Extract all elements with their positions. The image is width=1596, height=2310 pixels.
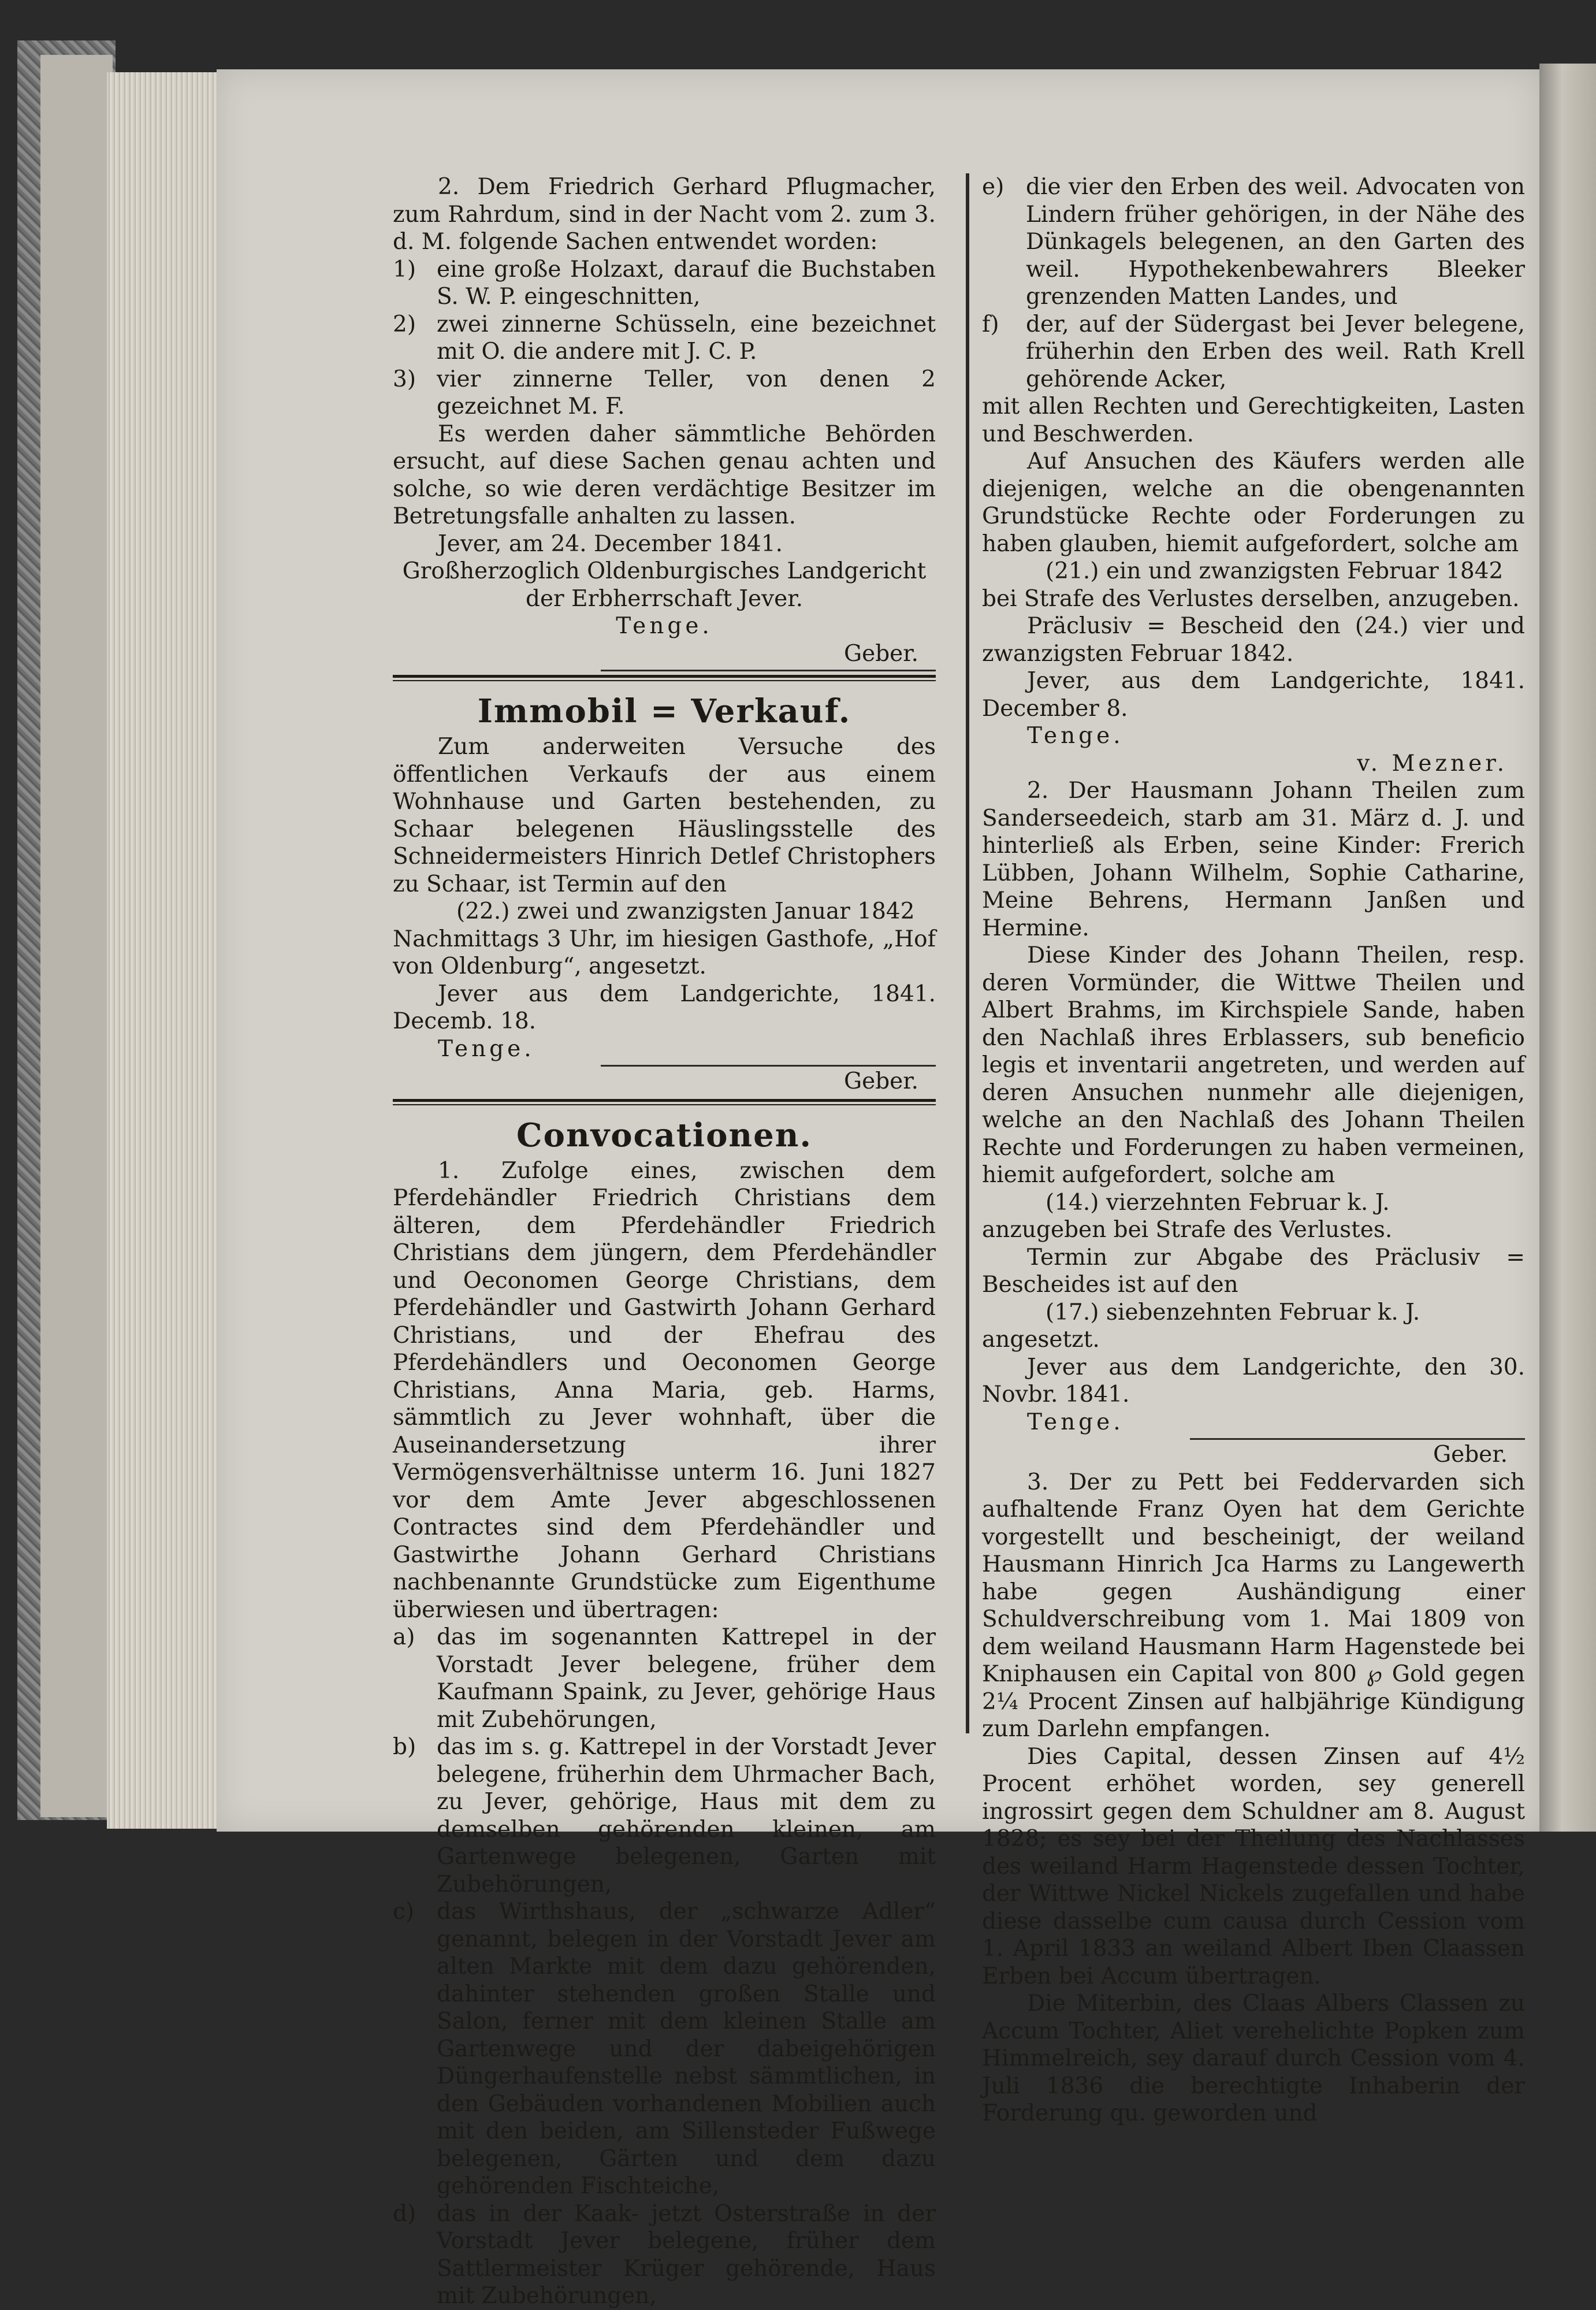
parcel-item	[393, 1624, 936, 1733]
parcel-item-mark: c)	[393, 1899, 415, 1925]
sale-date: (22.) zwei und zwanzigsten Januar 1842	[456, 898, 915, 924]
notice-date: Jever, am 24. December 1841.	[438, 530, 783, 557]
convocation-item-3-continued: Die Miterbin, des Claas Albers Classen zu Accum Tochter, Aliet verehelichte Popken zum Himmelreich, sey darauf durch Cession vom 4. Juli 1836 die berechtigte Inhaberin der Forderung qu. geworden und	[982, 1990, 1525, 2126]
geber-signature: Geber.	[843, 640, 918, 667]
gutter-right-edge	[1539, 64, 1596, 1832]
notice-date: Jever aus dem Landgerichte, 1841. Decemb. 18.	[393, 981, 936, 1034]
deadline-date: (21.) ein und zwanzigsten Februar 1842	[1046, 558, 1504, 584]
parcel-item	[393, 1898, 936, 2200]
stolen-item	[393, 366, 936, 421]
deadline-date: (17.) siebenzehnten Februar k. J.	[1046, 1299, 1420, 1325]
signature-rule	[601, 1065, 936, 1067]
creditor-request: Auf Ansuchen des Käufers werden alle diejenigen, welche an die obengenannten Grundstücke Rechte oder Forderungen zu haben glauben, hiemit aufgefordert, solche am	[982, 448, 1525, 557]
parcel-item-mark: f)	[982, 311, 999, 337]
cover-edge	[40, 55, 113, 1817]
signature: Tenge.	[438, 1035, 535, 1062]
parcel-item	[393, 1733, 936, 1898]
stolen-item-mark: 3)	[393, 366, 416, 392]
court-name: Großherzoglich Oldenburgisches Landgericht der Erbherrschaft Jever.	[402, 558, 927, 612]
notice-date: Jever, aus dem Landgerichte, 1841. December 8.	[982, 668, 1525, 722]
signature-rule	[1190, 1438, 1525, 1440]
parcel-item	[982, 173, 1525, 311]
right-column	[982, 173, 1525, 2127]
convocation-item-2: 2. Der Hausmann Johann Theilen zum Sanderseedeich, starb am 31. März d. J. und hinterließ als Erben, seine Kinder: Frerich Lübben, Johann Wilhelm, Sophie Catharine, Meine Behrens, Hermann Janßen und Hermine.	[982, 778, 1525, 941]
authority-request: Es werden daher sämmtliche Behörden ersucht, auf diese Sachen genau achten und solche, so wie deren verdächtige Besitzer im Betretungsfalle anhalten zu lassen.	[393, 421, 936, 529]
sale-time-place: Nachmittags 3 Uhr, im hiesigen Gasthofe, „Hof von Oldenburg“, angesetzt.	[393, 926, 936, 979]
parcel-item-text: das im s. g. Kattrepel in der Vorstadt Jever belegene, früherhin dem Uhrmacher Bach, zu Jever, gehörige, Haus mit dem zu demselben gehörenden kleinen, am Gartenwege belegenen, Garten mit Zubehörungen,	[437, 1734, 936, 1897]
stolen-item	[393, 311, 936, 366]
stolen-item-text: vier zinnerne Teller, von denen 2 gezeichnet M. F.	[437, 366, 936, 419]
parcel-item-text: das Wirthshaus, der „schwarze Adler“ genannt, belegen in der Vorstadt Jever am alten Markte mit dem dazu gehörenden, dahinter stehenden großen Stalle und Salon, ferner mit dem kleinen Stalle am Gartenwege und der dabeigehörigen Düngerhaufenstelle nebst sämmtlichen, in den Gebäuden vorhandenen Mobilien auch mit den beiden, am Sillensteder Fußwege belegenen, Gärten und dem dazu gehörenden Fischteiche,	[437, 1899, 936, 2199]
convocation-item-1: 1. Zufolge eines, zwischen dem Pferdehändler Friedrich Christians dem älteren, dem Pferdehändler Friedrich Christians dem jüngern, dem Pferdehändler und Oeconomen George Christians, dem Pferdehändler und Gastwirth Johann Gerhard Christians, und der Ehefrau des Pferdehändlers und Oeconomen George Christians, Anna Maria, geb. Harms, sämmtlich zu Jever wohnhaft, über die Auseinandersetzung ihrer Vermögensverhältnisse unterm 16. Juni 1827 vor dem Amte Jever abgeschlossenen Contractes sind dem Pferdehändler und Gastwirthe Johann Gerhard Christians nachbenannte Grundstücke zum Eigenthume überwiesen und übertragen:	[393, 1157, 936, 1623]
parcel-item-text: das in der Kaak- jetzt Osterstraße in der Vorstadt Jever belegene, früher dem Sattlermeister Krüger gehörende, Haus mit Zubehörungen,	[437, 2200, 936, 2309]
column-divider	[966, 173, 969, 1733]
stolen-item	[393, 256, 936, 311]
parcel-item-text: der, auf der Südergast bei Jever belegene, früherhin den Erben des weil. Rath Krell gehörende Acker,	[1026, 311, 1525, 392]
signature: Tenge.	[1027, 723, 1124, 749]
stolen-item-mark: 2)	[393, 311, 416, 337]
deadline-date: (14.) vierzehnten Februar k. J.	[1046, 1189, 1390, 1216]
left-column	[393, 173, 936, 2310]
convocation-item-2-continued: Diese Kinder des Johann Theilen, resp. deren Vormünder, die Wittwe Theilen und Albert Brahms, im Kirchspiele Sande, haben den Nachlaß ihres Erblassers, sub beneficio legis et inventarii angetreten, und werden auf deren Ansuchen nunmehr alle diejenigen, welche an den Nachlaß des Johann Theilen Rechte und Forderungen zu haben vermeinen, hiemit aufgefordert, solche am	[982, 942, 1525, 1188]
page-stack-edges	[107, 72, 222, 1829]
signature: Tenge.	[616, 613, 713, 639]
convocation-item-3: 3. Der zu Pett bei Feddervarden sich aufhaltende Franz Oyen hat dem Gerichte vorgestellt und bescheinigt, der weiland Hausmann Hinrich Jca Harms zu Langewerth habe gegen Aushändigung einer Schuldverschreibung vom 1. Mai 1809 von dem weiland Hausmann Harm Hagenstede bei Kniphausen ein Capital von 800 ℘ Gold gegen 2¼ Procent Zinsen auf halbjährige Kündigung zum Darlehn empfangen.	[982, 1469, 1525, 1742]
stolen-item-mark: 1)	[393, 256, 416, 283]
geber-signature: Geber.	[843, 1068, 918, 1094]
section-heading-immobil: Immobil = Verkauf.	[477, 692, 851, 730]
notice-item-2: 2. Dem Friedrich Gerhard Pflugmacher, zum Rahrdum, sind in der Nacht vom 2. zum 3. d. M. folgende Sachen entwendet worden:	[393, 174, 936, 255]
parcel-item	[393, 2200, 936, 2310]
co-signature: v. Mezner.	[1357, 750, 1508, 777]
parcel-item-mark: d)	[393, 2200, 416, 2227]
parcel-item-mark: b)	[393, 1734, 416, 1760]
sale-notice: Zum anderweiten Versuche des öffentlichen Verkaufs der aus einem Wohnhause und Garten bestehenden, zu Schaar belegenen Häuslingsstelle des Schneidermeisters Hinrich Detlef Christophers zu Schaar, ist Termin auf den	[393, 734, 936, 897]
penalty-clause: anzugeben bei Strafe des Verlustes.	[982, 1217, 1393, 1243]
penalty-clause: bei Strafe des Verlustes derselben, anzugeben.	[982, 585, 1520, 612]
convocation-item-3-continued: Dies Capital, dessen Zinsen auf 4½ Procent erhöhet worden, sey generell ingrossirt gegen dem Schuldner am 8. August 1828; es sey bei der Theilung des Nachlasses des weiland Harm Hagenstede dessen Tochter, der Wittwe Nickel Nickels zugefallen und habe diese dasselbe cum causa durch Cession vom 1. April 1833 an weiland Albert Iben Claassen Erben bei Accum übertragen.	[982, 1743, 1525, 1989]
parcel-item-mark: e)	[982, 174, 1005, 200]
parcel-item-text: die vier den Erben des weil. Advocaten von Lindern früher gehörigen, in der Nähe des Dünkagels belegenen, an den Garten des weil. Hypothekenbewahrers Bleeker grenzenden Matten Landes, und	[1026, 174, 1525, 310]
section-divider	[393, 1099, 936, 1105]
stolen-item-text: zwei zinnerne Schüsseln, eine bezeichnet mit O. die andere mit J. C. P.	[437, 311, 936, 365]
stolen-item-text: eine große Holzaxt, darauf die Buchstaben S. W. P. eingeschnitten,	[437, 256, 936, 310]
set-clause: angesetzt.	[982, 1327, 1100, 1353]
parcel-item-text: das im sogenannten Kattrepel in der Vorstadt Jever belegene, früher dem Kaufmann Spaink, zu Jever, gehörige Haus mit Zubehörungen,	[437, 1624, 936, 1733]
section-divider	[393, 675, 936, 681]
termin-clause: Termin zur Abgabe des Präclusiv = Bescheides ist auf den	[982, 1244, 1525, 1298]
rights-clause: mit allen Rechten und Gerechtigkeiten, Lasten und Beschwerden.	[982, 393, 1525, 447]
signature: Tenge.	[1027, 1409, 1124, 1435]
section-heading-convocationen: Convocationen.	[516, 1116, 812, 1154]
notice-date: Jever aus dem Landgerichte, den 30. Novbr. 1841.	[982, 1354, 1525, 1407]
parcel-item-mark: a)	[393, 1624, 415, 1650]
preclusive-decision: Präclusiv = Bescheid den (24.) vier und zwanzigsten Februar 1842.	[982, 613, 1525, 667]
geber-signature: Geber.	[1433, 1442, 1508, 1468]
parcel-item	[982, 311, 1525, 393]
signature-rule	[601, 670, 936, 671]
